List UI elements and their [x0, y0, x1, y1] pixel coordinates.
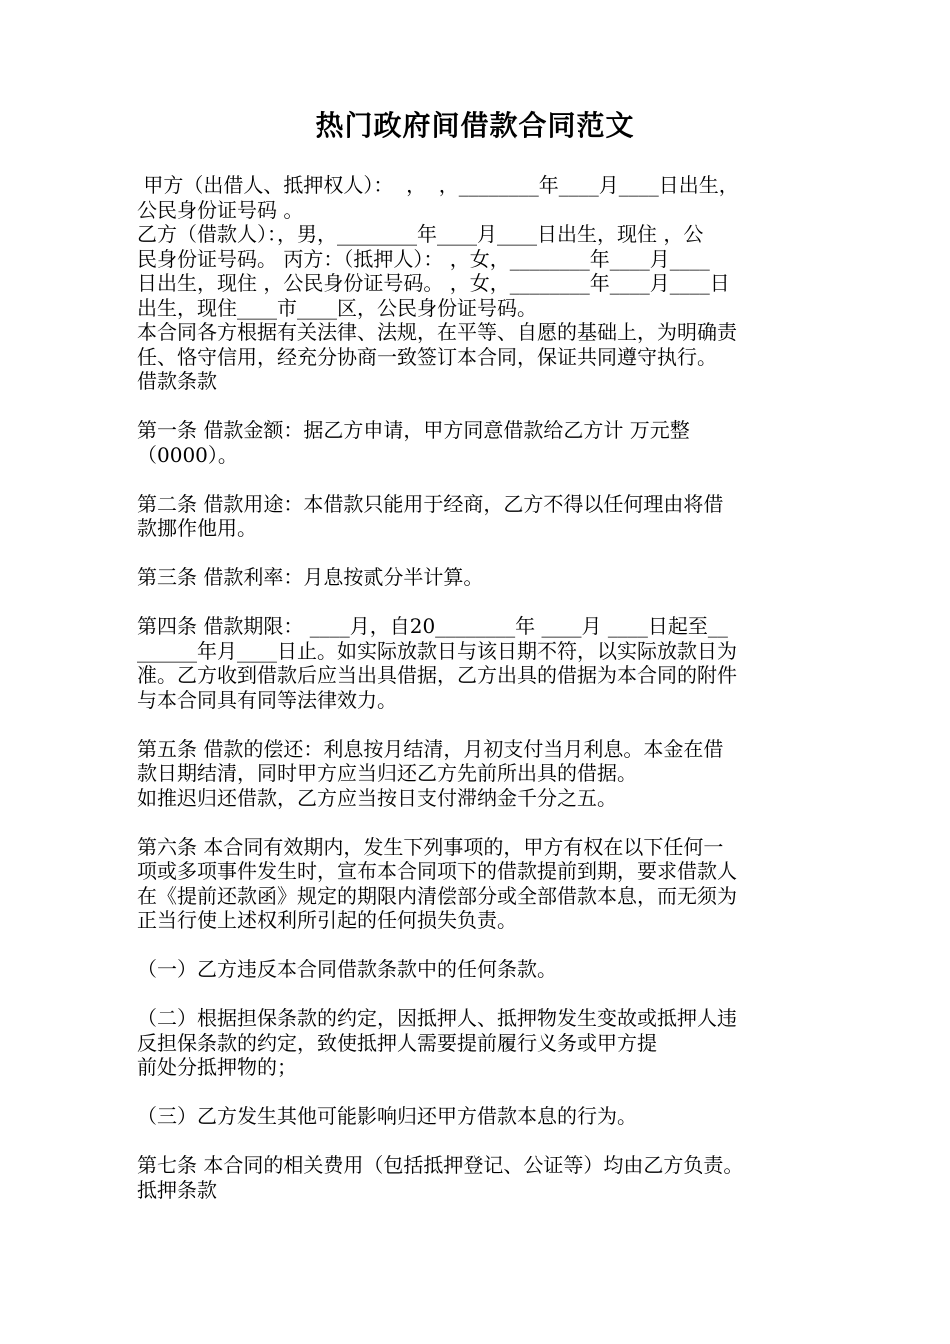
- text-line: （一）乙方违反本合同借款条款中的任何条款。: [137, 957, 557, 981]
- blank-line: [137, 1129, 817, 1154]
- text-line: ______年月____日止。如实际放款日与该日期不符，以实际放款日为: [137, 638, 737, 663]
- blank-line: [137, 810, 817, 835]
- text-line: （0000）。: [137, 442, 238, 467]
- text-line: 任、恪守信用，经充分协商一致签订本合同，保证共同遵守执行。: [137, 344, 717, 369]
- blank-line: [137, 712, 817, 737]
- section-heading: 抵押条款: [137, 1177, 217, 1202]
- text-line: 项或多项事件发生时，宣布本合同项下的借款提前到期，要求借款人: [137, 859, 737, 883]
- text-line: 第五条 借款的偿还：利息按月结清，月初支付当月利息。本金在借: [137, 736, 724, 761]
- blank-line: [137, 394, 817, 419]
- blank-line: [137, 1080, 817, 1105]
- text-line: 甲方（出借人、抵押权人）： ， ，________年____月____日出生，: [137, 173, 739, 197]
- section-heading: 借款条款: [137, 369, 217, 393]
- text-line: 在《提前还款函》规定的期限内清偿部分或全部借款本息，而无须为: [137, 883, 737, 908]
- document-title: 热门政府间借款合同范文: [315, 109, 635, 142]
- blank-line: [137, 541, 817, 566]
- text-line: 民身份证号码。 丙方：（抵押人）： ，女，________年____月____: [137, 246, 710, 271]
- text-line: 出生，现住____市____区，公民身份证号码。: [137, 295, 537, 320]
- document-body: [137, 173, 817, 1202]
- text-line: 前处分抵押物的；: [137, 1055, 297, 1079]
- text-line: 乙方（借款人）：，男，________年____月____日出生，现住 ，公: [137, 222, 704, 246]
- text-line: 与本合同具有同等法律效力。: [137, 687, 397, 712]
- blank-line: [137, 590, 817, 615]
- text-line: 第六条 本合同有效期内，发生下列事项的，甲方有权在以下任何一: [137, 834, 724, 859]
- text-line: 第四条 借款期限： ____月，自20________年 ____月 ____日起至__: [137, 614, 728, 638]
- blank-line: [137, 933, 817, 958]
- blank-line: [137, 982, 817, 1007]
- text-line: 公民身份证号码 。: [137, 197, 304, 222]
- text-line: （二）根据担保条款的约定，因抵押人、抵押物发生变故或抵押人违: [137, 1006, 737, 1030]
- text-line: 第七条 本合同的相关费用（包括抵押登记、公证等）均由乙方负责。: [137, 1153, 744, 1177]
- text-line: 款日期结清，同时甲方应当归还乙方先前所出具的借据。: [137, 761, 637, 785]
- text-line: 本合同各方根据有关法律、法规，在平等、自愿的基础上，为明确责: [137, 320, 737, 344]
- text-line: 第一条 借款金额：据乙方申请，甲方同意借款给乙方计 万元整: [137, 418, 690, 442]
- text-line: 反担保条款的约定，致使抵押人需要提前履行义务或甲方提: [137, 1030, 657, 1055]
- text-line: 如推迟归还借款，乙方应当按日支付滞纳金千分之五。: [137, 785, 617, 810]
- text-line: 准。乙方收到借款后应当出具借据，乙方出具的借据为本合同的附件: [137, 663, 737, 687]
- text-line: 第二条 借款用途：本借款只能用于经商，乙方不得以任何理由将借: [137, 491, 724, 516]
- text-line: 日出生，现住 ，公民身份证号码。 ，女，________年____月____日: [137, 271, 730, 295]
- text-line: 正当行使上述权利所引起的任何损失负责。: [137, 908, 517, 932]
- text-line: 款挪作他用。: [137, 516, 257, 540]
- text-line: （三）乙方发生其他可能影响归还甲方借款本息的行为。: [137, 1104, 637, 1128]
- blank-line: [137, 467, 817, 492]
- text-line: 第三条 借款利率：月息按贰分半计算。: [137, 565, 484, 589]
